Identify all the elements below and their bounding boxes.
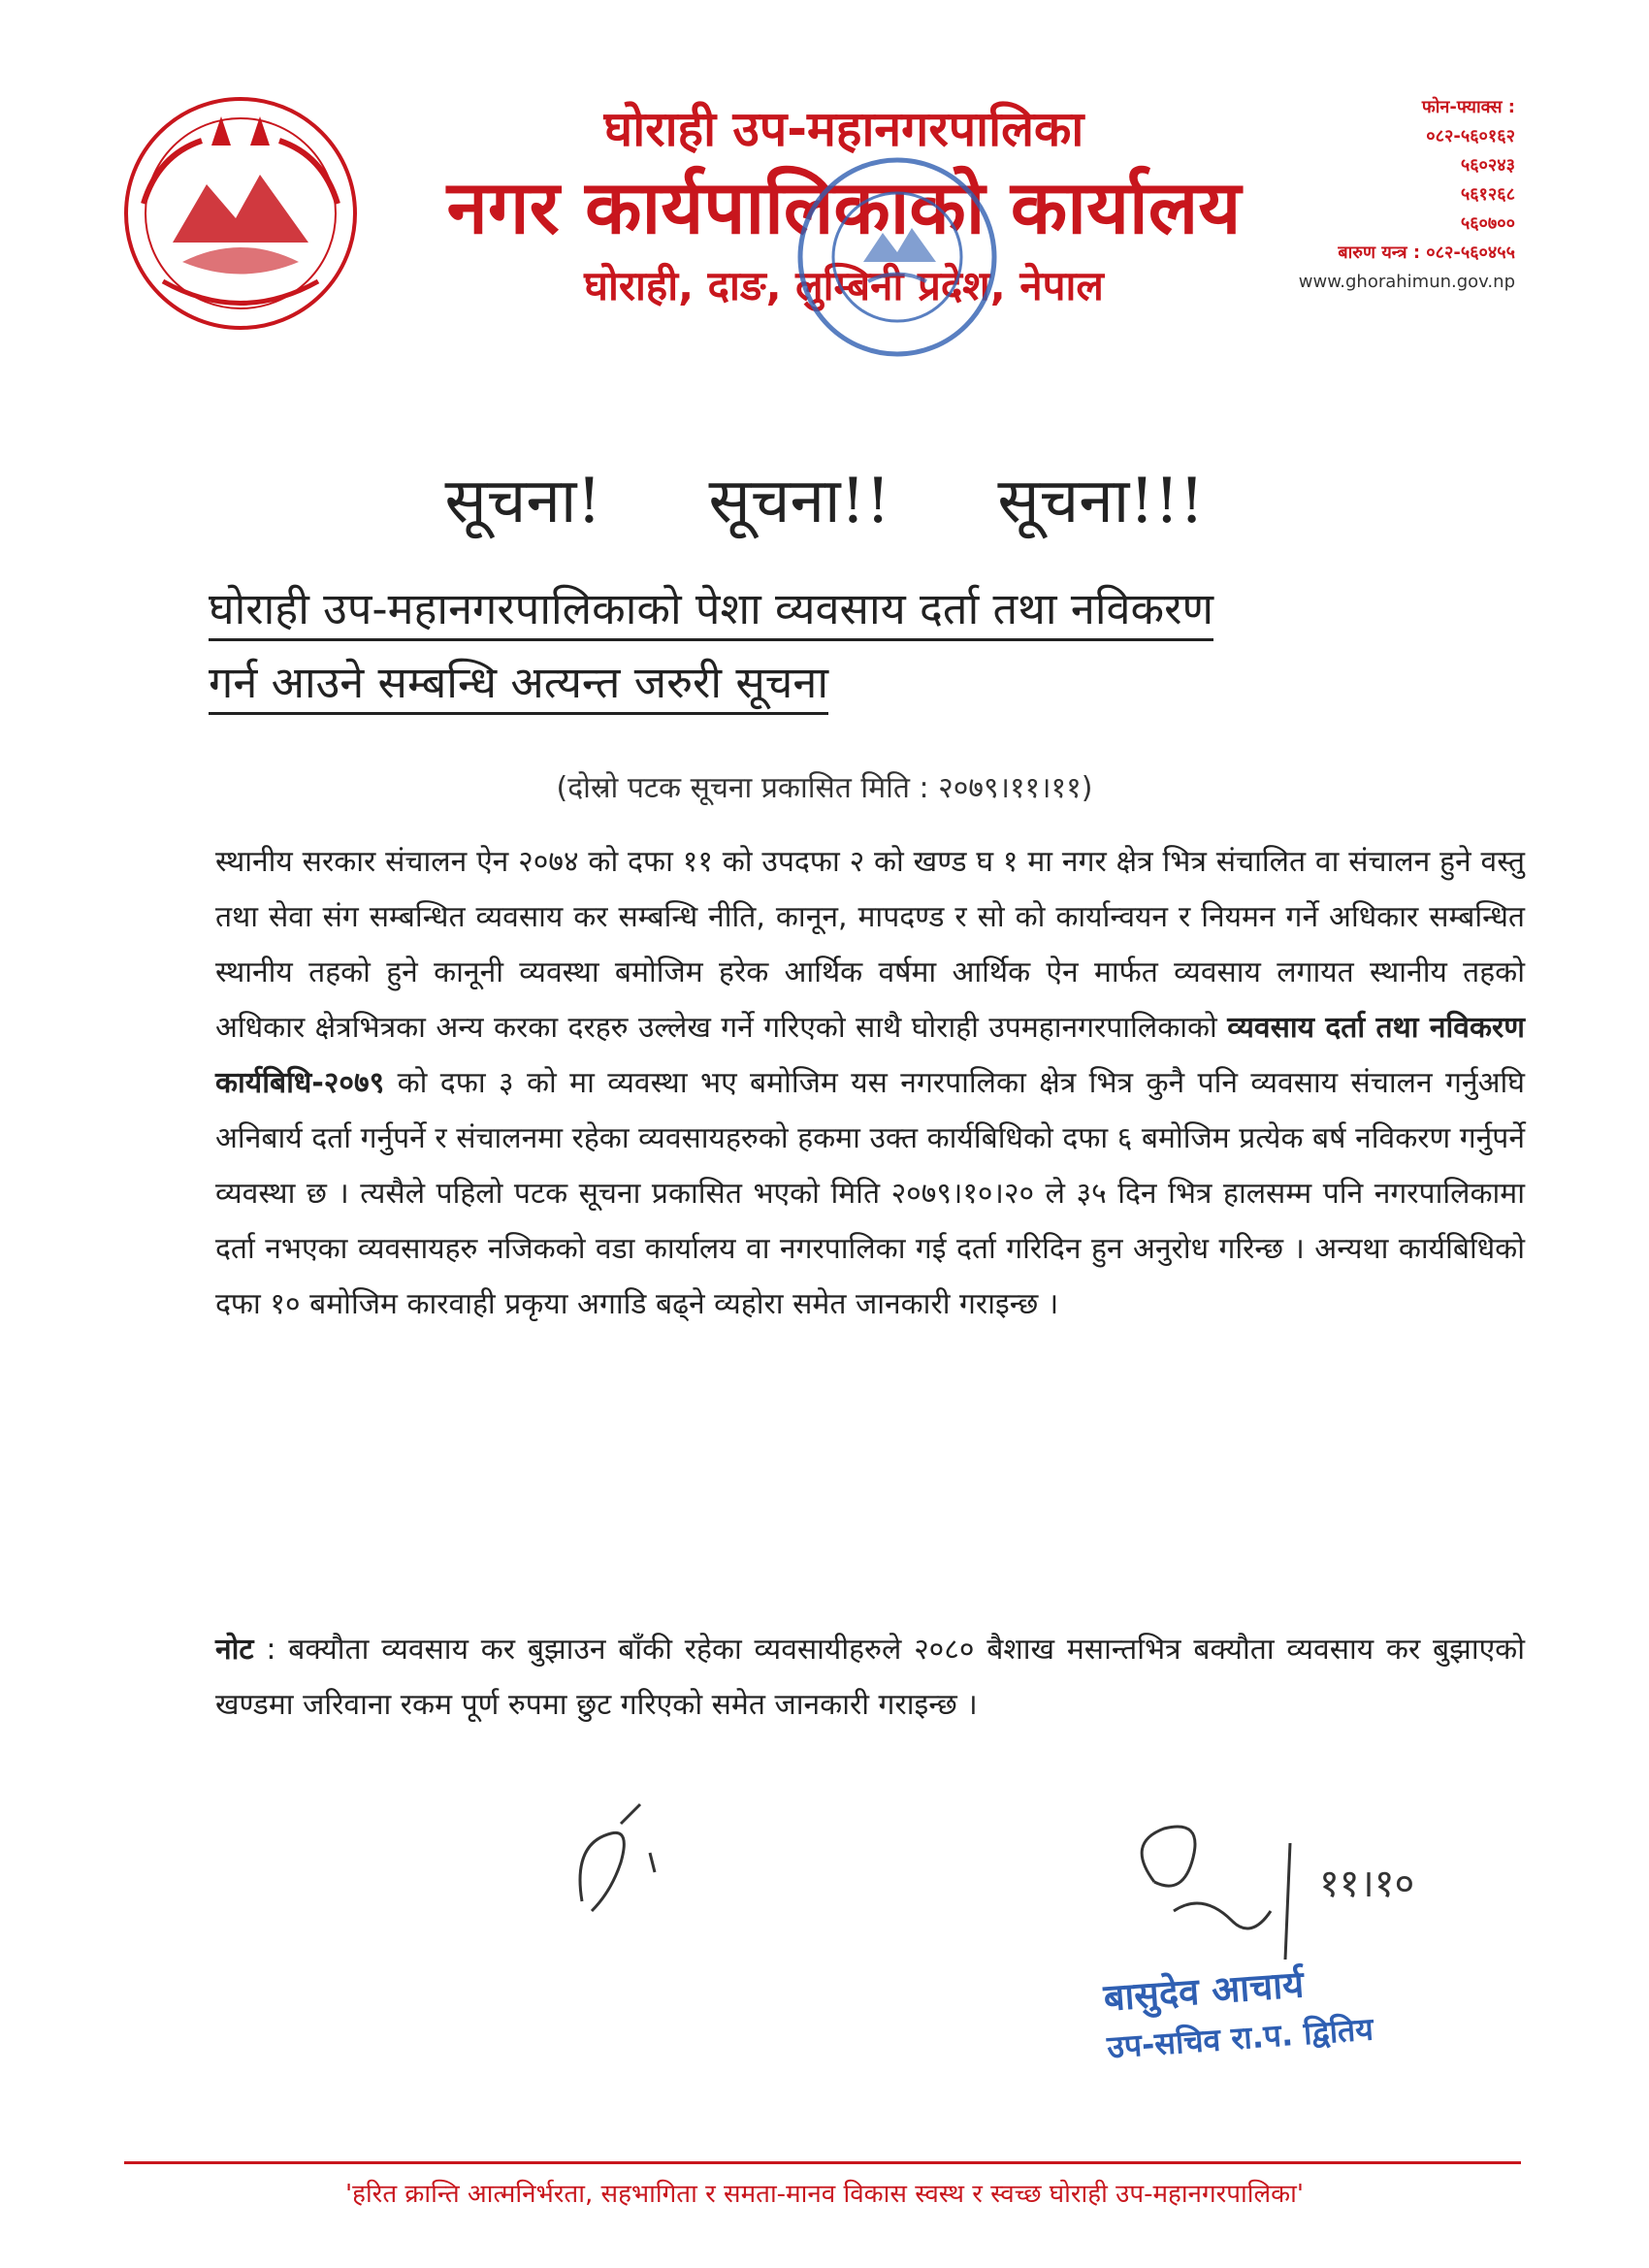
note-paragraph: [215, 1622, 1525, 1733]
office-seal-icon: [786, 146, 1009, 369]
phone-fax-label: फोन-फ्याक्स :: [1421, 97, 1515, 117]
procedure-title: व्यवसाय दर्ता तथा नविकरण कार्यबिधि-२०७९: [215, 1011, 1525, 1100]
contact-block: [1224, 93, 1515, 297]
subject-line-2: गर्न आउने सम्बन्धि अत्यन्त जरुरी सूचना: [209, 657, 828, 715]
footer-slogan: 'हरित क्रान्ति आत्मनिर्भरता, सहभागिता र समता-मानव विकास स्वस्थ र स्वच्छ घोराही उप-महानगरपालिका': [345, 2180, 1304, 2209]
publication-date: (दोस्रो पटक सूचना प्रकासित मिति : २०७९।११।११): [556, 771, 1093, 805]
letterhead: [0, 0, 1649, 407]
notice-body: [215, 834, 1525, 1332]
subject-line-1: घोराही उप-महानगरपालिकाको पेशा व्यवसाय दर्ता तथा नविकरण: [209, 583, 1213, 641]
phone-number: ५६०७००: [1460, 213, 1515, 234]
signatory-name: बासुदेव आचार्य: [1102, 1962, 1306, 2020]
footer-divider: [124, 2161, 1521, 2164]
note-label: नोट: [215, 1633, 254, 1667]
handwritten-date: ११।१०: [1319, 1862, 1415, 1906]
government-emblem-icon: [114, 87, 367, 340]
fire-service-number: बारुण यन्त्र : ०८२-५६०४५५: [1338, 243, 1515, 263]
phone-number: ५६०२४३: [1460, 155, 1515, 176]
note-text: : बक्यौता व्यवसाय कर बुझाउन बाँकी रहेका व्यवसायीहरुले २०८० बैशाख मसान्तभित्र बक्यौता व्यवसाय कर बुझाएको खण्डमा जरिवाना रकम पूर्ण रुपमा छुट गरिएको समेत जानकारी गराइन्छ ।: [215, 1633, 1525, 1722]
handwritten-initial-icon: [553, 1785, 689, 1930]
notice-heading: सूचना! सूचना!! सूचना!!!: [444, 466, 1205, 537]
body-text-part1: स्थानीय सरकार संचालन ऐन २०७४ को दफा ११ को उपदफा २ को खण्ड घ १ मा नगर क्षेत्र भित्र संचालित वा संचालन हुने वस्तु तथा सेवा संग सम्बन्धित व्यवसाय कर सम्बन्धि नीति, कानून, मापदण्ड र सो को कार्यान्वयन र नियमन गर्ने अधिकार सम्बन्धित स्थानीय तहको हुने कानूनी व्यवस्था बमोजिम हरेक आर्थिक वर्षमा आर्थिक ऐन मार्फत व्यवसाय लगायत स्थानीय तहको अधिकार क्षेत्रभित्रका अन्य करका दरहरु उल्लेख गर्ने गरिएको साथै घोराही उपमहानगरपालिकाको: [215, 845, 1525, 1045]
signatory-stamp: [1102, 1948, 1459, 2098]
office-address: घोराही, दाङ, लुम्बिनी प्रदेश, नेपाल: [584, 262, 1104, 309]
signatory-designation: उप-सचिव रा.प. द्वितिय: [1106, 2010, 1374, 2066]
body-text-part2: को दफा ३ को मा व्यवस्था भए बमोजिम यस नगरपालिका क्षेत्र भित्र कुनै पनि व्यवसाय संचालन गर्नुअघि अनिबार्य दर्ता गर्नुपर्ने र संचालनमा रहेका व्यवसायहरुको हकमा उक्त कार्यबिधिको दफा ६ बमोजिम प्रत्येक बर्ष नविकरण गर्नुपर्ने व्यवस्था छ । त्यसैले पहिलो पटक सूचना प्रकासित भएको मिति २०७९।१०।२० ले ३५ दिन भित्र हालसम्म पनि नगरपालिकामा दर्ता नभएका व्यवसायहरु नजिकको वडा कार्यालय वा नगरपालिका गई दर्ता गरिदिन हुन अनुरोध गरिन्छ । अन्यथा कार्यबिधिको दफा १० बमोजिम कारवाही प्रकृया अगाडि बढ्ने व्यहोरा समेत जानकारी गराइन्छ ।: [215, 1066, 1525, 1321]
website-link[interactable]: www.ghorahimun.gov.np: [1298, 272, 1515, 292]
phone-number: ५६१२६८: [1460, 184, 1515, 205]
municipality-name: घोराही उप-महानगरपालिका: [603, 101, 1084, 157]
notice-subject: [209, 572, 1508, 720]
phone-number: ०८२-५६०१६२: [1426, 126, 1515, 146]
handwritten-signature-icon: [1116, 1804, 1465, 1969]
office-name: नगर कार्यपालिकाको कार्यालय: [446, 164, 1242, 250]
